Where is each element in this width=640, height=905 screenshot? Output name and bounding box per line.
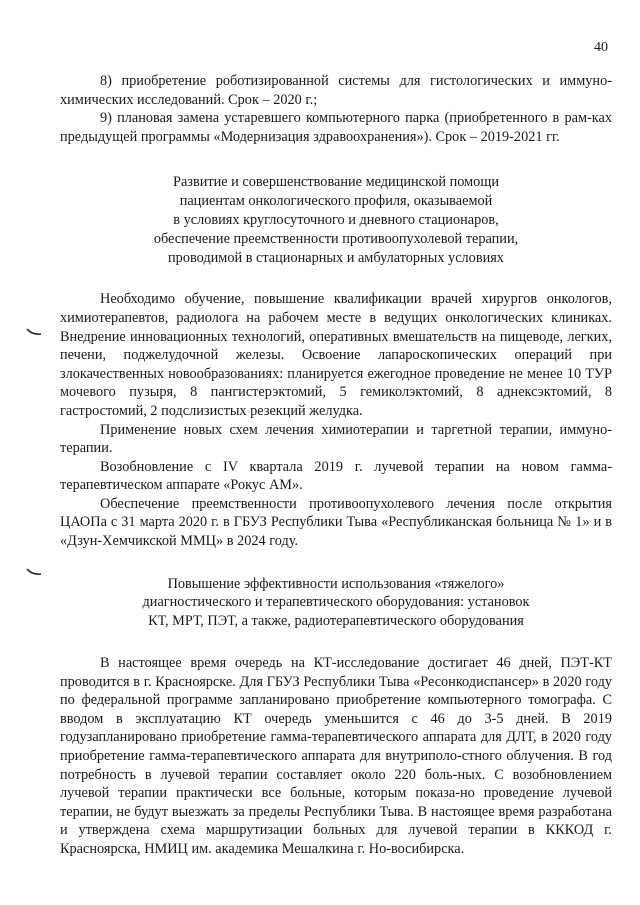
body-paragraph: Возобновление с IV квартала 2019 г. лучевой терапии на новом гамма-терапевтическом аппарате «Рокус АМ». — [60, 458, 612, 494]
margin-pen-mark — [26, 328, 42, 336]
heading-line: диагностического и терапевтического оборудования: установок — [142, 594, 530, 611]
section-heading — [60, 173, 612, 267]
margin-pen-mark — [26, 568, 42, 576]
heading-line: обеспечение преемственности противоопухолевой терапии, — [153, 230, 519, 247]
body-paragraph: Применение новых схем лечения химиотерапии и таргетной терапии, иммуно-терапии. — [60, 421, 612, 457]
body-paragraph: В настоящее время очередь на КТ-исследование достигает 46 дней, ПЭТ-КТ проводится в г. Красноярске. Для ГБУЗ Республики Тыва «Ресонкодиспансер» в 2020 году по федеральной программе запланировано приобретение компьютерного томографа. С вводом в эксплуатацию КТ очередь уменьшится с 46 до 3-5 дней. В 2019 годузапланировано приобретение гамма-терапевтического аппарата для ДЛТ, в 2020 году приобретение гамма-терапевтического аппарата для внутриполо-стного облучения. В год потребность в лучевой терапии составляет около 220 боль-ных. С возобновлением лучевой терапии практически все больные, которым показа-но проведение лучевой терапии, не будут выезжать за пределы Республики Тыва. В настоящее время разработана и утверждена схема маршрутизации больных для лучевой терапии в КККОД г. Красноярска, НМИЦ им. академика Мешалкина г. Но-восибирска. — [60, 655, 612, 857]
heading-line: Повышение эффективности использования «тяжелого» — [167, 575, 505, 592]
heading-line: КТ, МРТ, ПЭТ, а также, радиотерапевтического оборудования — [148, 613, 524, 630]
heading-line: проводимой в стационарных и амбулаторных условиях — [168, 249, 504, 266]
body-paragraph: Обеспечение преемственности противоопухолевого лечения после открытия ЦАОПа с 31 марта 2020 г. в ГБУЗ Республики Тыва «Республиканская больница № 1» и в «Дзун-Хемчикской ММЦ» в 2024 году. — [60, 495, 612, 550]
heading-line: в условиях круглосуточного и дневного стационаров, — [173, 211, 499, 228]
section-heading — [60, 575, 612, 631]
heading-line: пациентам онкологического профиля, оказываемой — [179, 193, 493, 210]
page-number: 40 — [594, 40, 608, 55]
document-body — [60, 72, 612, 859]
list-item: 8) приобретение роботизированной системы для гистологических и иммуно-химических исследований. Срок – 2020 г.; — [60, 73, 612, 108]
list-item: 9) плановая замена устаревшего компьютерного парка (приобретенного в рам-ках предыдущей программы «Модернизация здравоохранения»). Срок – 2019-2021 гг. — [60, 110, 612, 145]
body-paragraph: Необходимо обучение, повышение квалификации врачей хирургов онкологов, химиотерапевтов, радиолога на рабочем месте в ведущих онкологических клиниках. Внедрение инновационных технологий, оперативных вмешательств на пищеводе, легких, печени, поджелудочной железы. Освоение лапароскопических операций при злокачественных новообразованиях: планируется ежегодное проведение не менее 10 ТУР мочевого пузыря, 8 пангистерэктомий, 5 гемиколэктомий, 8 аднексэктомий, 8 гастростомий, 2 подслизистых резекций желудка. — [60, 291, 612, 419]
heading-line: Развитие и совершенствование медицинской помощи — [173, 174, 499, 191]
